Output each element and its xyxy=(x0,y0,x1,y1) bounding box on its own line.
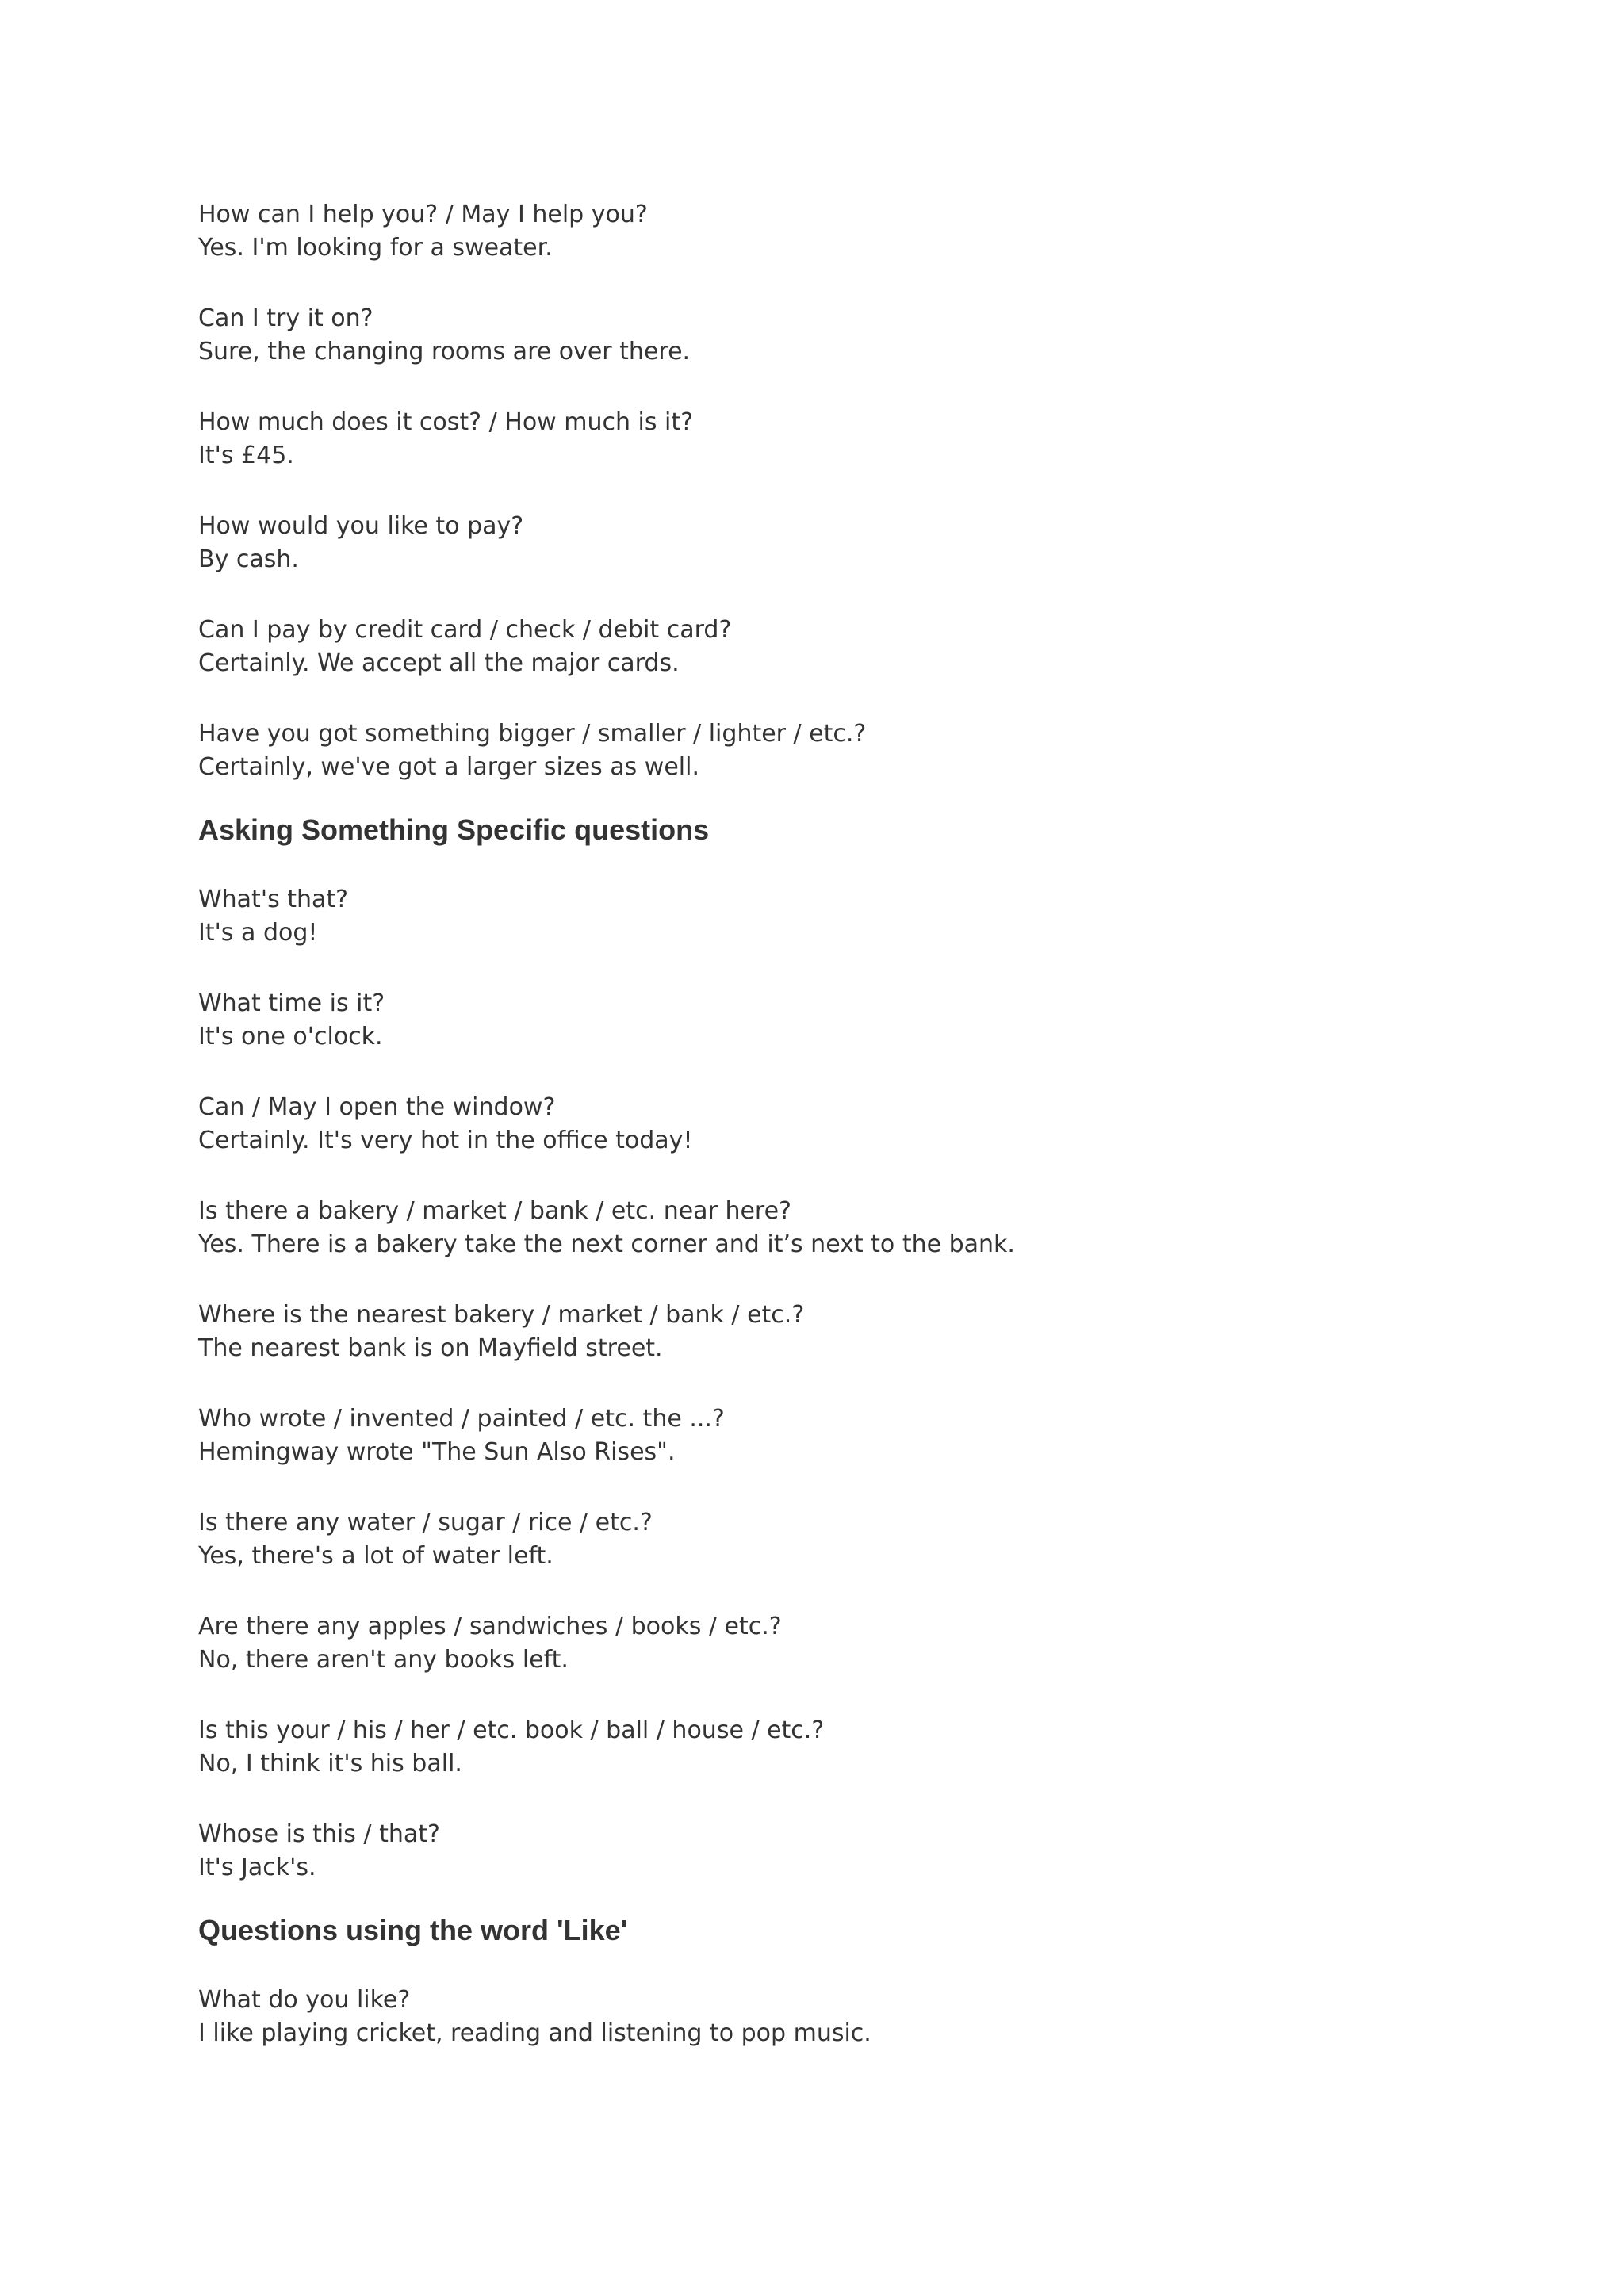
qa-pair xyxy=(198,1091,1435,1158)
question-text: Have you got something bigger / smaller / lighter / etc.? xyxy=(198,720,867,748)
qa-pair xyxy=(198,1402,1435,1469)
section-heading: Questions using the word 'Like' xyxy=(198,1914,628,1946)
qa-pair xyxy=(198,1984,1435,2050)
question-text: Is there any water / sugar / rice / etc.? xyxy=(198,1509,653,1536)
qa-pair xyxy=(198,302,1435,369)
answer-text: I like playing cricket, reading and listening to pop music. xyxy=(198,2019,871,2047)
answer-text: Certainly. We accept all the major cards. xyxy=(198,649,680,677)
question-text: Can I pay by credit card / check / debit card? xyxy=(198,616,732,644)
question-text: Is this your / his / her / etc. book / ball / house / etc.? xyxy=(198,1716,825,1744)
qa-pair xyxy=(198,1195,1435,1261)
answer-text: No, there aren't any books left. xyxy=(198,1646,569,1674)
qa-pair xyxy=(198,1299,1435,1365)
answer-text: Certainly, we've got a larger sizes as well. xyxy=(198,753,699,781)
answer-text: No, I think it's his ball. xyxy=(198,1750,462,1777)
answer-text: It's £45. xyxy=(198,442,294,469)
qa-pair xyxy=(198,198,1435,265)
answer-text: Yes, there's a lot of water left. xyxy=(198,1542,553,1570)
document-page xyxy=(198,198,1435,2087)
question-text: How much does it cost? / How much is it? xyxy=(198,408,694,436)
question-text: What time is it? xyxy=(198,989,385,1017)
question-text: Where is the nearest bakery / market / bank / etc.? xyxy=(198,1301,805,1329)
answer-text: Certainly. It's very hot in the office today! xyxy=(198,1127,693,1154)
qa-pair xyxy=(198,614,1435,680)
section-shopping xyxy=(198,198,1435,784)
answer-text: It's a dog! xyxy=(198,919,318,947)
section-specific-questions xyxy=(198,813,1435,1885)
answer-text: By cash. xyxy=(198,545,299,573)
answer-text: It's Jack's. xyxy=(198,1854,316,1881)
question-text: Are there any apples / sandwiches / books / etc.? xyxy=(198,1613,782,1640)
answer-text: It's one o'clock. xyxy=(198,1023,383,1050)
answer-text: Sure, the changing rooms are over there. xyxy=(198,338,691,365)
qa-pair xyxy=(198,510,1435,576)
question-text: Whose is this / that? xyxy=(198,1820,440,1848)
question-text: Who wrote / invented / painted / etc. the ...? xyxy=(198,1405,725,1433)
qa-pair xyxy=(198,1714,1435,1781)
section-heading: Asking Something Specific questions xyxy=(198,813,710,846)
answer-text: Yes. There is a bakery take the next corner and it’s next to the bank. xyxy=(198,1230,1015,1258)
section-like-questions xyxy=(198,1914,1435,2050)
qa-pair xyxy=(198,883,1435,950)
question-text: Is there a bakery / market / bank / etc. near here? xyxy=(198,1197,791,1225)
answer-text: Hemingway wrote "The Sun Also Rises". xyxy=(198,1438,676,1466)
question-text: Can I try it on? xyxy=(198,304,373,332)
question-text: How can I help you? / May I help you? xyxy=(198,201,648,228)
qa-pair xyxy=(198,406,1435,473)
question-text: What do you like? xyxy=(198,1986,411,2014)
question-text: What's that? xyxy=(198,886,349,913)
qa-pair xyxy=(198,1610,1435,1677)
qa-pair xyxy=(198,987,1435,1054)
qa-pair xyxy=(198,1506,1435,1573)
question-text: How would you like to pay? xyxy=(198,512,524,540)
answer-text: The nearest bank is on Mayfield street. xyxy=(198,1334,663,1362)
question-text: Can / May I open the window? xyxy=(198,1093,556,1121)
answer-text: Yes. I'm looking for a sweater. xyxy=(198,234,553,262)
qa-pair xyxy=(198,1818,1435,1885)
qa-pair xyxy=(198,718,1435,784)
